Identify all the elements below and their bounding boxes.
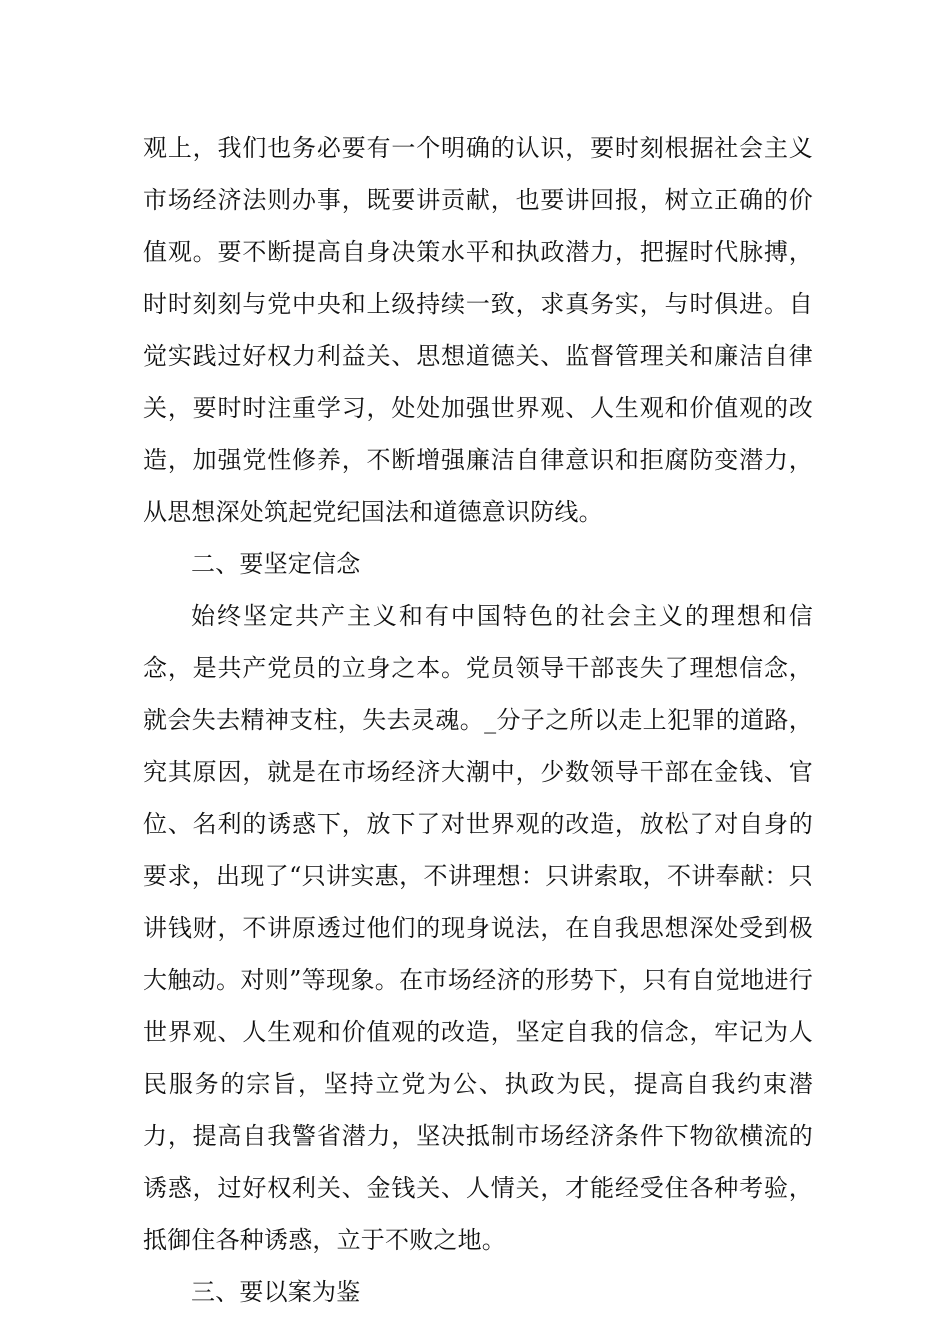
section-heading-firm-belief: 二、要坚定信念: [191, 550, 361, 578]
document-body: [143, 122, 813, 1318]
section-heading-learn-from-cases: 三、要以案为鉴: [191, 1278, 361, 1306]
paragraph-worldview: 观上，我们也务必要有一个明确的认识，要时刻根据社会主义市场经济法则办事，既要讲贡献，也要讲回报，树立正确的价值观。要不断提高自身决策水平和执政潜力，把握时代脉搏，时时刻刻与党中央和上级持续一致，求真务实，与时俱进。自觉实践过好权力利益关、思想道德关、监督管理关和廉洁自律关，要时时注重学习，处处加强世界观、人生观和价值观的改造，加强党性修养，不断增强廉洁自律意识和拒腐防变潜力，从思想深处筑起党纪国法和道德意识防线。: [143, 134, 813, 526]
paragraph-firm-belief: 始终坚定共产主义和有中国特色的社会主义的理想和信念，是共产党员的立身之本。党员领导干部丧失了理想信念，就会失去精神支柱，失去灵魂。_分子之所以走上犯罪的道路，究其原因，就是在市场经济大潮中，少数领导干部在金钱、官位、名利的诱惑下，放下了对世界观的改造，放松了对自身的要求，出现了“只讲实惠，不讲理想：只讲索取，不讲奉献：只讲钱财，不讲原透过他们的现身说法，在自我思想深处受到极大触动。对则”等现象。在市场经济的形势下，只有自觉地进行世界观、人生观和价值观的改造，坚定自我的信念，牢记为人民服务的宗旨，坚持立党为公、执政为民，提高自我约束潜力，提高自我警省潜力，坚决抵制市场经济条件下物欲横流的诱惑，过好权利关、金钱关、人情关，才能经受住各种考验，抵御住各种诱惑，立于不败之地。: [143, 602, 813, 1254]
